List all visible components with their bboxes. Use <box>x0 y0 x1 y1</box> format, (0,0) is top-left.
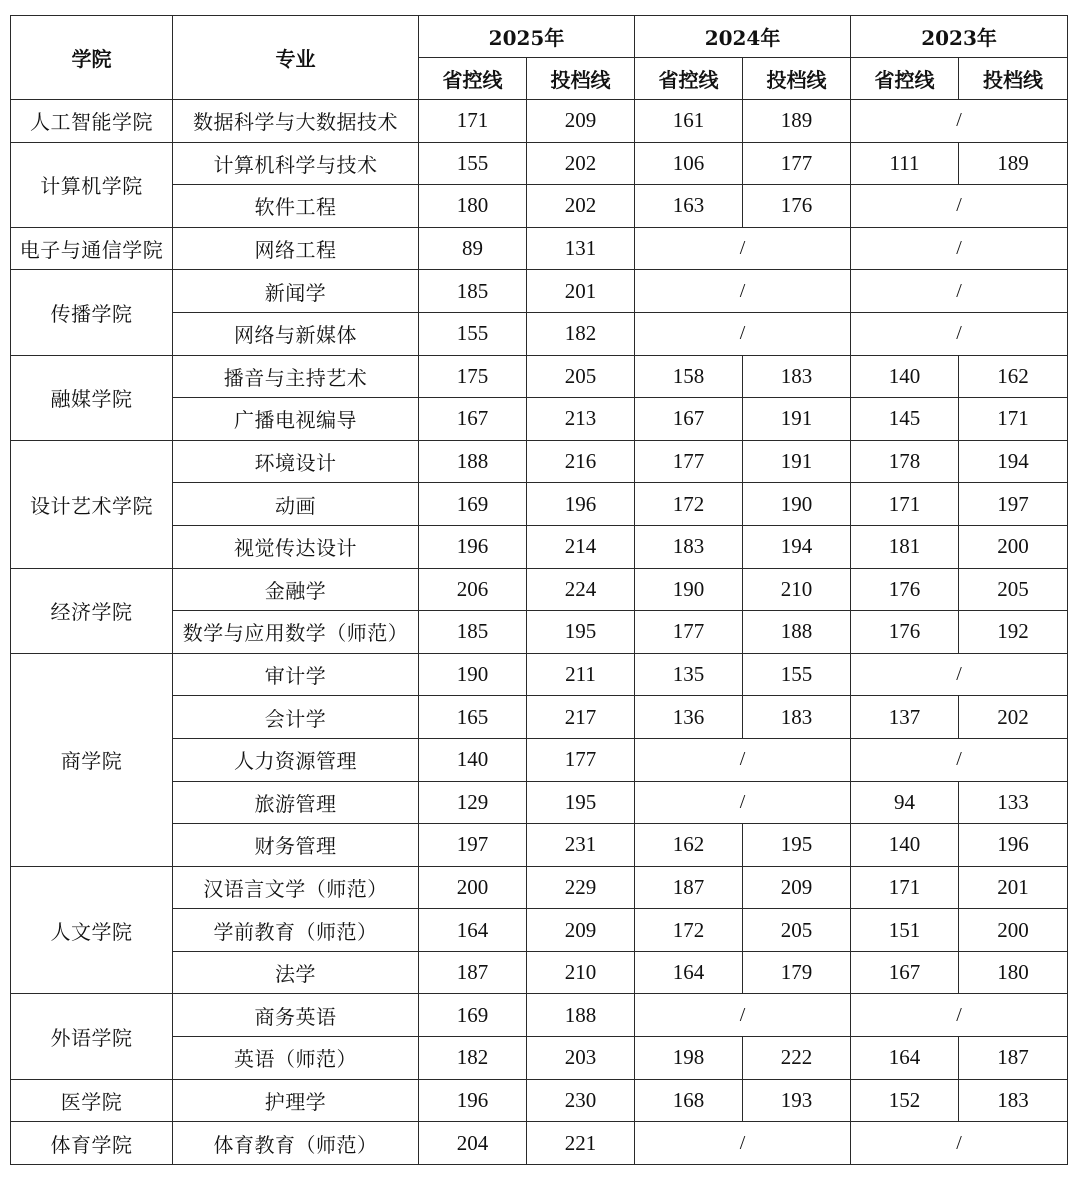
admission-line-cell: 155 <box>743 653 851 696</box>
provincial-line-cell: 137 <box>851 696 959 739</box>
provincial-line-cell: 171 <box>851 866 959 909</box>
provincial-line-cell: 181 <box>851 525 959 568</box>
provincial-line-cell: 164 <box>851 1037 959 1080</box>
admission-line-cell: 196 <box>527 483 635 526</box>
provincial-line-cell: 129 <box>419 781 527 824</box>
admission-line-cell: 217 <box>527 696 635 739</box>
admission-line-cell: 187 <box>959 1037 1068 1080</box>
provincial-line-cell: 140 <box>851 355 959 398</box>
provincial-line-cell: 94 <box>851 781 959 824</box>
table-row <box>11 568 1068 611</box>
table-row <box>11 866 1068 909</box>
provincial-line-cell: 135 <box>635 653 743 696</box>
college-cell: 融媒学院 <box>11 355 173 440</box>
table-body <box>11 100 1068 1165</box>
provincial-line-cell: 190 <box>635 568 743 611</box>
header-college: 学院 <box>11 16 173 100</box>
provincial-line-cell: 190 <box>419 653 527 696</box>
admission-line-cell: 205 <box>959 568 1068 611</box>
no-data-cell: / <box>851 227 1068 270</box>
provincial-line-cell: 176 <box>851 611 959 654</box>
admission-line-cell: 200 <box>959 525 1068 568</box>
admission-line-cell: 177 <box>527 738 635 781</box>
admission-line-cell: 131 <box>527 227 635 270</box>
admission-line-cell: 192 <box>959 611 1068 654</box>
provincial-line-cell: 187 <box>635 866 743 909</box>
major-cell: 动画 <box>173 483 419 526</box>
no-data-cell: / <box>851 994 1068 1037</box>
major-cell: 新闻学 <box>173 270 419 313</box>
header-admission-line-2025: 投档线 <box>527 58 635 100</box>
provincial-line-cell: 183 <box>635 525 743 568</box>
admission-line-cell: 194 <box>743 525 851 568</box>
provincial-line-cell: 164 <box>635 951 743 994</box>
provincial-line-cell: 155 <box>419 312 527 355</box>
admission-line-cell: 189 <box>959 142 1068 185</box>
admission-line-cell: 183 <box>743 355 851 398</box>
provincial-line-cell: 206 <box>419 568 527 611</box>
admission-line-cell: 221 <box>527 1122 635 1165</box>
college-cell: 传播学院 <box>11 270 173 355</box>
major-cell: 汉语言文学（师范） <box>173 866 419 909</box>
provincial-line-cell: 169 <box>419 483 527 526</box>
admission-line-cell: 188 <box>743 611 851 654</box>
admission-line-cell: 196 <box>959 824 1068 867</box>
header-admission-line-2024: 投档线 <box>743 58 851 100</box>
admission-line-cell: 179 <box>743 951 851 994</box>
admission-line-cell: 222 <box>743 1037 851 1080</box>
college-cell: 电子与通信学院 <box>11 227 173 270</box>
provincial-line-cell: 198 <box>635 1037 743 1080</box>
provincial-line-cell: 145 <box>851 398 959 441</box>
no-data-cell: / <box>635 781 851 824</box>
admission-line-cell: 216 <box>527 440 635 483</box>
admission-line-cell: 189 <box>743 100 851 143</box>
major-cell: 体育教育（师范） <box>173 1122 419 1165</box>
admission-line-cell: 230 <box>527 1079 635 1122</box>
admission-line-cell: 194 <box>959 440 1068 483</box>
college-cell: 医学院 <box>11 1079 173 1122</box>
major-cell: 数学与应用数学（师范） <box>173 611 419 654</box>
admission-line-cell: 213 <box>527 398 635 441</box>
provincial-line-cell: 151 <box>851 909 959 952</box>
provincial-line-cell: 171 <box>419 100 527 143</box>
admission-line-cell: 224 <box>527 568 635 611</box>
provincial-line-cell: 172 <box>635 909 743 952</box>
admission-line-cell: 200 <box>959 909 1068 952</box>
admission-line-cell: 210 <box>743 568 851 611</box>
table-row <box>11 142 1068 185</box>
admission-line-cell: 205 <box>743 909 851 952</box>
provincial-line-cell: 180 <box>419 185 527 228</box>
no-data-cell: / <box>635 312 851 355</box>
provincial-line-cell: 182 <box>419 1037 527 1080</box>
admission-line-cell: 205 <box>527 355 635 398</box>
admission-line-cell: 209 <box>743 866 851 909</box>
provincial-line-cell: 164 <box>419 909 527 952</box>
provincial-line-cell: 197 <box>419 824 527 867</box>
provincial-line-cell: 171 <box>851 483 959 526</box>
major-cell: 金融学 <box>173 568 419 611</box>
admission-line-cell: 188 <box>527 994 635 1037</box>
provincial-line-cell: 185 <box>419 611 527 654</box>
table-row <box>11 653 1068 696</box>
provincial-line-cell: 155 <box>419 142 527 185</box>
provincial-line-cell: 178 <box>851 440 959 483</box>
header-year-2024: 2024年 <box>635 16 851 58</box>
no-data-cell: / <box>851 185 1068 228</box>
major-cell: 商务英语 <box>173 994 419 1037</box>
provincial-line-cell: 167 <box>851 951 959 994</box>
major-cell: 会计学 <box>173 696 419 739</box>
major-cell: 审计学 <box>173 653 419 696</box>
admission-line-cell: 209 <box>527 100 635 143</box>
major-cell: 英语（师范） <box>173 1037 419 1080</box>
major-cell: 数据科学与大数据技术 <box>173 100 419 143</box>
admission-line-cell: 201 <box>959 866 1068 909</box>
admission-line-cell: 201 <box>527 270 635 313</box>
no-data-cell: / <box>851 312 1068 355</box>
provincial-line-cell: 168 <box>635 1079 743 1122</box>
admission-line-cell: 162 <box>959 355 1068 398</box>
admission-line-cell: 190 <box>743 483 851 526</box>
provincial-line-cell: 196 <box>419 1079 527 1122</box>
provincial-line-cell: 176 <box>851 568 959 611</box>
provincial-line-cell: 187 <box>419 951 527 994</box>
admission-score-table <box>10 15 1068 1165</box>
college-cell: 商学院 <box>11 653 173 866</box>
college-cell: 经济学院 <box>11 568 173 653</box>
header-year-2025: 2025年 <box>419 16 635 58</box>
admission-line-cell: 229 <box>527 866 635 909</box>
header-year-2023: 2023年 <box>851 16 1068 58</box>
table-row <box>11 355 1068 398</box>
provincial-line-cell: 200 <box>419 866 527 909</box>
major-cell: 网络与新媒体 <box>173 312 419 355</box>
no-data-cell: / <box>851 1122 1068 1165</box>
admission-line-cell: 183 <box>743 696 851 739</box>
provincial-line-cell: 158 <box>635 355 743 398</box>
major-cell: 广播电视编导 <box>173 398 419 441</box>
no-data-cell: / <box>851 100 1068 143</box>
provincial-line-cell: 161 <box>635 100 743 143</box>
provincial-line-cell: 163 <box>635 185 743 228</box>
provincial-line-cell: 162 <box>635 824 743 867</box>
admission-line-cell: 210 <box>527 951 635 994</box>
admission-line-cell: 209 <box>527 909 635 952</box>
admission-line-cell: 176 <box>743 185 851 228</box>
provincial-line-cell: 152 <box>851 1079 959 1122</box>
table-row <box>11 1079 1068 1122</box>
admission-line-cell: 203 <box>527 1037 635 1080</box>
header-provincial-line-2023: 省控线 <box>851 58 959 100</box>
provincial-line-cell: 169 <box>419 994 527 1037</box>
admission-line-cell: 202 <box>527 185 635 228</box>
admission-line-cell: 211 <box>527 653 635 696</box>
admission-line-cell: 177 <box>743 142 851 185</box>
provincial-line-cell: 185 <box>419 270 527 313</box>
college-cell: 计算机学院 <box>11 142 173 227</box>
admission-line-cell: 171 <box>959 398 1068 441</box>
no-data-cell: / <box>851 270 1068 313</box>
admission-line-cell: 193 <box>743 1079 851 1122</box>
major-cell: 播音与主持艺术 <box>173 355 419 398</box>
provincial-line-cell: 196 <box>419 525 527 568</box>
header-provincial-line-2024: 省控线 <box>635 58 743 100</box>
table-row <box>11 440 1068 483</box>
major-cell: 法学 <box>173 951 419 994</box>
major-cell: 财务管理 <box>173 824 419 867</box>
table-row <box>11 270 1068 313</box>
college-cell: 设计艺术学院 <box>11 440 173 568</box>
college-cell: 外语学院 <box>11 994 173 1079</box>
admission-line-cell: 202 <box>527 142 635 185</box>
provincial-line-cell: 172 <box>635 483 743 526</box>
provincial-line-cell: 140 <box>419 738 527 781</box>
provincial-line-cell: 136 <box>635 696 743 739</box>
major-cell: 旅游管理 <box>173 781 419 824</box>
no-data-cell: / <box>635 738 851 781</box>
major-cell: 软件工程 <box>173 185 419 228</box>
major-cell: 护理学 <box>173 1079 419 1122</box>
table-row <box>11 227 1068 270</box>
college-cell: 体育学院 <box>11 1122 173 1165</box>
major-cell: 视觉传达设计 <box>173 525 419 568</box>
major-cell: 人力资源管理 <box>173 738 419 781</box>
admission-line-cell: 191 <box>743 398 851 441</box>
provincial-line-cell: 140 <box>851 824 959 867</box>
no-data-cell: / <box>635 994 851 1037</box>
admission-line-cell: 214 <box>527 525 635 568</box>
provincial-line-cell: 177 <box>635 611 743 654</box>
provincial-line-cell: 89 <box>419 227 527 270</box>
no-data-cell: / <box>635 270 851 313</box>
header-provincial-line-2025: 省控线 <box>419 58 527 100</box>
major-cell: 网络工程 <box>173 227 419 270</box>
admission-line-cell: 197 <box>959 483 1068 526</box>
admission-line-cell: 180 <box>959 951 1068 994</box>
header-admission-line-2023: 投档线 <box>959 58 1068 100</box>
admission-line-cell: 195 <box>743 824 851 867</box>
provincial-line-cell: 106 <box>635 142 743 185</box>
admission-line-cell: 231 <box>527 824 635 867</box>
admission-line-cell: 191 <box>743 440 851 483</box>
no-data-cell: / <box>635 227 851 270</box>
provincial-line-cell: 177 <box>635 440 743 483</box>
college-cell: 人文学院 <box>11 866 173 994</box>
provincial-line-cell: 167 <box>635 398 743 441</box>
college-cell: 人工智能学院 <box>11 100 173 143</box>
admission-line-cell: 183 <box>959 1079 1068 1122</box>
table-row <box>11 1122 1068 1165</box>
provincial-line-cell: 204 <box>419 1122 527 1165</box>
major-cell: 环境设计 <box>173 440 419 483</box>
no-data-cell: / <box>851 653 1068 696</box>
no-data-cell: / <box>635 1122 851 1165</box>
admission-line-cell: 195 <box>527 781 635 824</box>
major-cell: 计算机科学与技术 <box>173 142 419 185</box>
provincial-line-cell: 167 <box>419 398 527 441</box>
provincial-line-cell: 165 <box>419 696 527 739</box>
table-row <box>11 994 1068 1037</box>
major-cell: 学前教育（师范） <box>173 909 419 952</box>
admission-line-cell: 182 <box>527 312 635 355</box>
provincial-line-cell: 175 <box>419 355 527 398</box>
no-data-cell: / <box>851 738 1068 781</box>
admission-line-cell: 202 <box>959 696 1068 739</box>
provincial-line-cell: 111 <box>851 142 959 185</box>
admission-line-cell: 133 <box>959 781 1068 824</box>
provincial-line-cell: 188 <box>419 440 527 483</box>
admission-line-cell: 195 <box>527 611 635 654</box>
table-row <box>11 100 1068 143</box>
header-major: 专业 <box>173 16 419 100</box>
